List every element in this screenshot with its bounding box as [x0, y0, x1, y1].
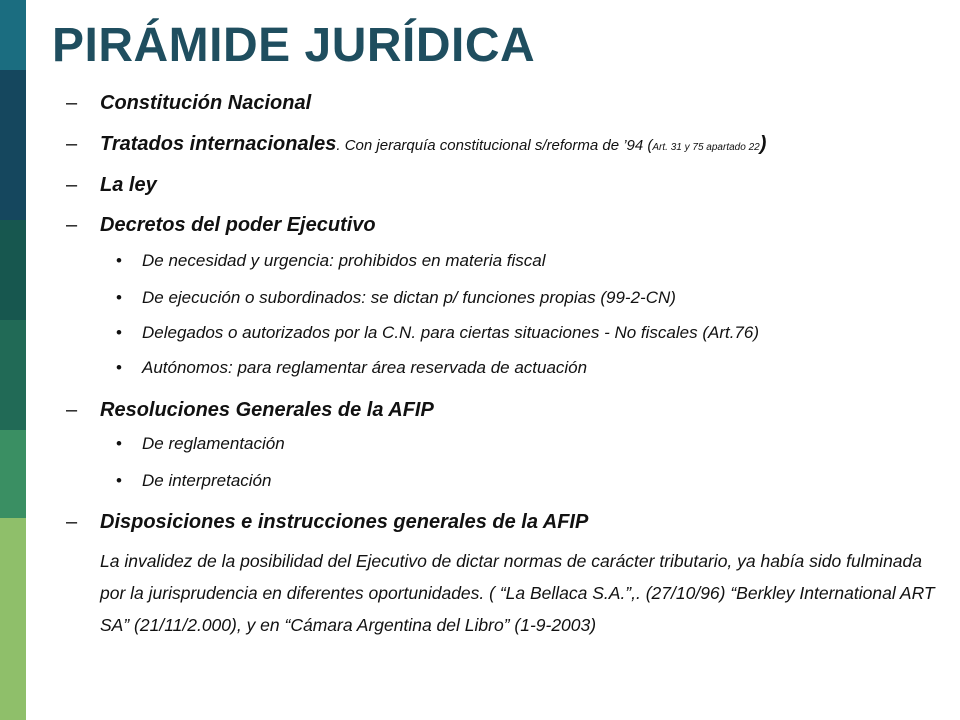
item-label: La ley — [100, 174, 157, 196]
sub-item-resolucion — [116, 470, 271, 492]
sub-item-decreto — [116, 322, 759, 344]
bar-segment-6 — [0, 518, 26, 720]
item-constitucion — [66, 90, 311, 116]
item-label: Constitución Nacional — [100, 92, 312, 114]
item-decretos — [66, 212, 376, 238]
sub-item-label: Autónomos: para reglamentar área reservada de actuación — [142, 358, 588, 377]
bar-segment-3 — [0, 220, 26, 320]
bar-segment-1 — [0, 0, 26, 70]
item-close-paren: ) — [759, 133, 767, 155]
item-label: Disposiciones e instrucciones generales de la AFIP — [100, 511, 589, 533]
item-tratados — [66, 131, 766, 161]
sub-item-decreto — [116, 357, 587, 379]
sub-item-label: De necesidad y urgencia: prohibidos en materia fiscal — [142, 251, 546, 270]
bullet-marker: • — [116, 434, 122, 453]
item-label: Decretos del poder Ejecutivo — [100, 214, 376, 236]
bullet-marker: • — [116, 358, 122, 377]
bar-segment-2 — [0, 70, 26, 220]
sub-item-label: De reglamentación — [142, 434, 285, 453]
bullet-marker: • — [116, 471, 122, 490]
page-title: PIRÁMIDE JURÍDICA — [52, 19, 536, 72]
dash-marker: – — [66, 92, 78, 114]
item-label: Tratados internacionales — [100, 133, 337, 155]
item-resoluciones — [66, 397, 434, 423]
jurisprudence-paragraph: La invalidez de la posibilidad del Ejecutivo de dictar normas de carácter tributario, ya había sido fulminada por la jurisprudencia en diferentes oportunidades. ( “La Bellaca S.A.”,. (27/10/96) “Berkley International ART SA” (21/11/2.000), y en “Cámara Argentina del Libro” (1-9-2003) — [100, 551, 935, 635]
dash-marker: – — [66, 214, 78, 236]
bar-segment-4 — [0, 320, 26, 430]
dash-marker: – — [66, 133, 78, 155]
side-decorative-bar — [0, 0, 26, 720]
sub-item-decreto — [116, 250, 546, 272]
item-label: Resoluciones Generales de la AFIP — [100, 399, 434, 421]
bullet-marker: • — [116, 251, 122, 270]
sub-item-label: Delegados o autorizados por la C.N. para ciertas situaciones - No fiscales (Art.76) — [142, 323, 760, 342]
bullet-marker: • — [116, 288, 122, 307]
sub-item-decreto — [116, 287, 676, 309]
item-reference: Art. 31 y 75 apartado 22 — [652, 142, 760, 153]
dash-marker: – — [66, 511, 78, 533]
item-disposiciones — [66, 509, 588, 535]
bar-segment-5 — [0, 430, 26, 518]
item-ley — [66, 172, 157, 198]
dash-marker: – — [66, 174, 78, 196]
item-detail: . Con jerarquía constitucional s/reforma de ’94 ( — [336, 137, 653, 154]
dash-marker: – — [66, 399, 78, 421]
sub-item-label: De interpretación — [142, 471, 272, 490]
sub-item-resolucion — [116, 433, 285, 455]
bullet-marker: • — [116, 323, 122, 342]
sub-item-label: De ejecución o subordinados: se dictan p/ funciones propias (99-2-CN) — [142, 288, 676, 307]
